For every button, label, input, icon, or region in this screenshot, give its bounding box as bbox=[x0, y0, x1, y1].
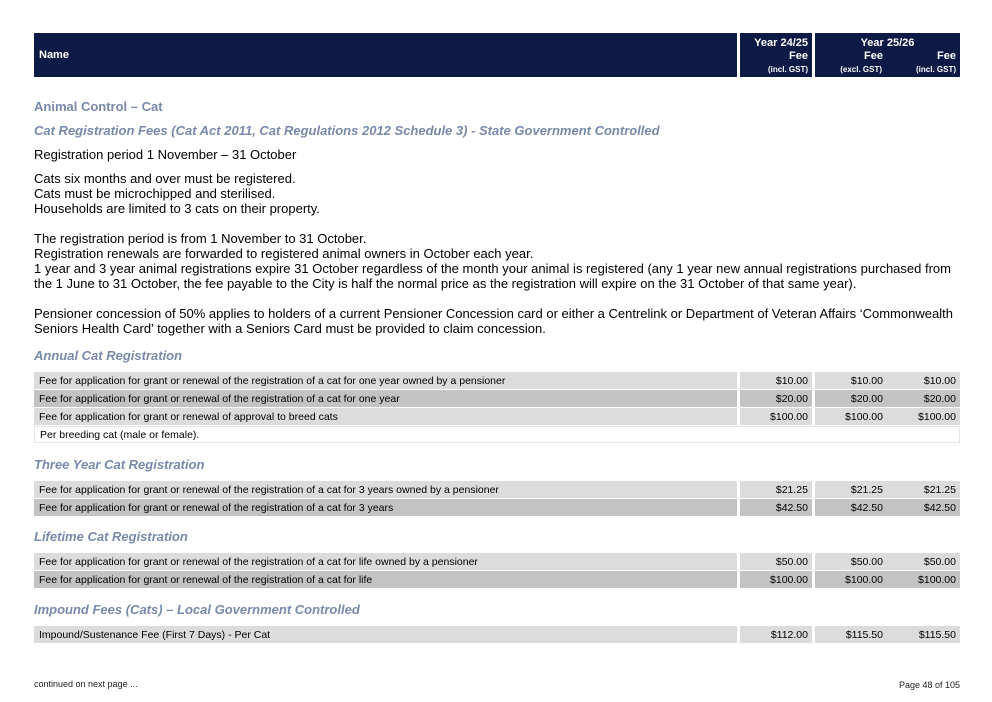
fee-description: Fee for application for grant or renewal of the registration of a cat for 3 years bbox=[39, 502, 394, 514]
fee-year2-excl: $10.00 bbox=[850, 375, 883, 387]
page-number: Page 48 of 105 bbox=[898, 680, 960, 690]
paragraph-line: the 1 June to 31 October, the fee payable to the City is half the normal price as the registration will expire on the 31 October of that same year). bbox=[34, 276, 857, 291]
fee-description: Fee for application for grant or renewal of the registration of a cat for 3 years owned by a pensioner bbox=[39, 484, 499, 496]
header-year2-fee-incl: Fee bbox=[937, 50, 956, 62]
fee-year2-incl: $10.00 bbox=[923, 375, 956, 387]
paragraph-line: Seniors Health Card’ together with a Seniors Card must be provided to claim concession. bbox=[34, 321, 546, 336]
three-year-section-title: Three Year Cat Registration bbox=[34, 457, 205, 472]
fee-year2-incl: $42.50 bbox=[923, 502, 956, 514]
paragraph-line: The registration period is from 1 November to 31 October. bbox=[34, 231, 367, 246]
fee-description: Fee for application for grant or renewal of the registration of a cat for one year owned by a pensioner bbox=[39, 375, 506, 387]
header-name-cell bbox=[34, 33, 737, 77]
paragraph-line: Registration renewals are forwarded to registered animal owners in October each year. bbox=[34, 246, 534, 261]
fee-year2-excl: $115.50 bbox=[845, 629, 883, 641]
header-year2-incl-gst: (incl. GST) bbox=[916, 65, 956, 74]
breeding-note: Per breeding cat (male or female). bbox=[40, 429, 200, 441]
fee-year1-incl: $100.00 bbox=[770, 411, 808, 423]
table-row bbox=[34, 408, 960, 425]
registration-period bbox=[34, 147, 960, 162]
header-year2-excl-gst: (excl. GST) bbox=[840, 65, 882, 74]
fee-description: Fee for application for grant or renewal of the registration of a cat for one year bbox=[39, 393, 400, 405]
lifetime-section-title: Lifetime Cat Registration bbox=[34, 529, 188, 544]
fee-year2-excl: $50.00 bbox=[850, 556, 883, 568]
subtitle: Cat Registration Fees (Cat Act 2011, Cat Regulations 2012 Schedule 3) - State Government Controlled bbox=[34, 123, 660, 138]
registration-period-paragraph bbox=[34, 231, 960, 291]
fee-year2-excl: $100.00 bbox=[845, 411, 883, 423]
table-row bbox=[34, 390, 960, 407]
fee-year2-incl: $20.00 bbox=[923, 393, 956, 405]
table-header bbox=[34, 33, 960, 77]
fee-year2-incl: $50.00 bbox=[923, 556, 956, 568]
header-year1-cell bbox=[740, 33, 812, 77]
fee-description: Fee for application for grant or renewal of the registration of a cat for life bbox=[39, 574, 373, 586]
pensioner-concession-paragraph bbox=[34, 306, 960, 336]
fee-year1-incl: $20.00 bbox=[775, 393, 808, 405]
breeding-note-row bbox=[34, 426, 960, 443]
table-row bbox=[34, 372, 960, 389]
fee-schedule-page bbox=[34, 33, 960, 641]
requirements-paragraph bbox=[34, 171, 960, 216]
fee-year2-excl: $42.50 bbox=[850, 502, 883, 514]
header-name-label: Name bbox=[39, 49, 69, 61]
fee-description: Impound/Sustenance Fee (First 7 Days) - Per Cat bbox=[39, 629, 271, 641]
paragraph-line: Households are limited to 3 cats on their property. bbox=[34, 201, 320, 216]
fee-year1-incl: $21.25 bbox=[775, 484, 808, 496]
table-row bbox=[34, 481, 960, 498]
table-row bbox=[34, 571, 960, 588]
table-row bbox=[34, 626, 960, 643]
header-year2-fee-excl: Fee bbox=[864, 50, 883, 62]
fee-year1-incl: $42.50 bbox=[775, 502, 808, 514]
continued-note: continued on next page ... bbox=[34, 679, 138, 689]
paragraph-line: Pensioner concession of 50% applies to holders of a current Pensioner Concession card or either a Centrelink or Department of Veteran Affairs ‘Commonwealth bbox=[34, 306, 953, 321]
fee-description: Fee for application for grant or renewal of approval to breed cats bbox=[39, 411, 338, 423]
registration-period-text: Registration period 1 November – 31 October bbox=[34, 147, 297, 162]
fee-year2-excl: $100.00 bbox=[845, 574, 883, 586]
fee-year2-incl: $100.00 bbox=[918, 574, 956, 586]
fee-year2-incl: $115.50 bbox=[918, 629, 956, 641]
table-row bbox=[34, 553, 960, 570]
fee-year2-incl: $100.00 bbox=[918, 411, 956, 423]
paragraph-line: Cats must be microchipped and sterilised. bbox=[34, 186, 276, 201]
header-year2-cell bbox=[815, 33, 960, 77]
paragraph-line: Cats six months and over must be registered. bbox=[34, 171, 296, 186]
fee-year1-incl: $50.00 bbox=[775, 556, 808, 568]
paragraph-line: 1 year and 3 year animal registrations expire 31 October regardless of the month your animal is registered (any 1 year new annual registrations purchased from bbox=[34, 261, 951, 276]
fee-year1-incl: $100.00 bbox=[770, 574, 808, 586]
impound-section-title: Impound Fees (Cats) – Local Government Controlled bbox=[34, 602, 360, 617]
fee-year2-excl: $20.00 bbox=[850, 393, 883, 405]
header-year1-label: Year 24/25 bbox=[754, 37, 808, 49]
annual-section-title: Annual Cat Registration bbox=[34, 348, 183, 363]
fee-description: Fee for application for grant or renewal of the registration of a cat for life owned by a pensioner bbox=[39, 556, 478, 568]
header-year1-fee: Fee bbox=[789, 50, 808, 62]
fee-year2-excl: $21.25 bbox=[850, 484, 883, 496]
header-year1-incl-gst: (incl. GST) bbox=[768, 65, 808, 74]
header-year2-label: Year 25/26 bbox=[860, 37, 915, 49]
fee-year1-incl: $10.00 bbox=[775, 375, 808, 387]
table-row bbox=[34, 499, 960, 516]
section-title: Animal Control – Cat bbox=[34, 99, 163, 114]
fee-year1-incl: $112.00 bbox=[770, 629, 808, 641]
fee-year2-incl: $21.25 bbox=[923, 484, 956, 496]
